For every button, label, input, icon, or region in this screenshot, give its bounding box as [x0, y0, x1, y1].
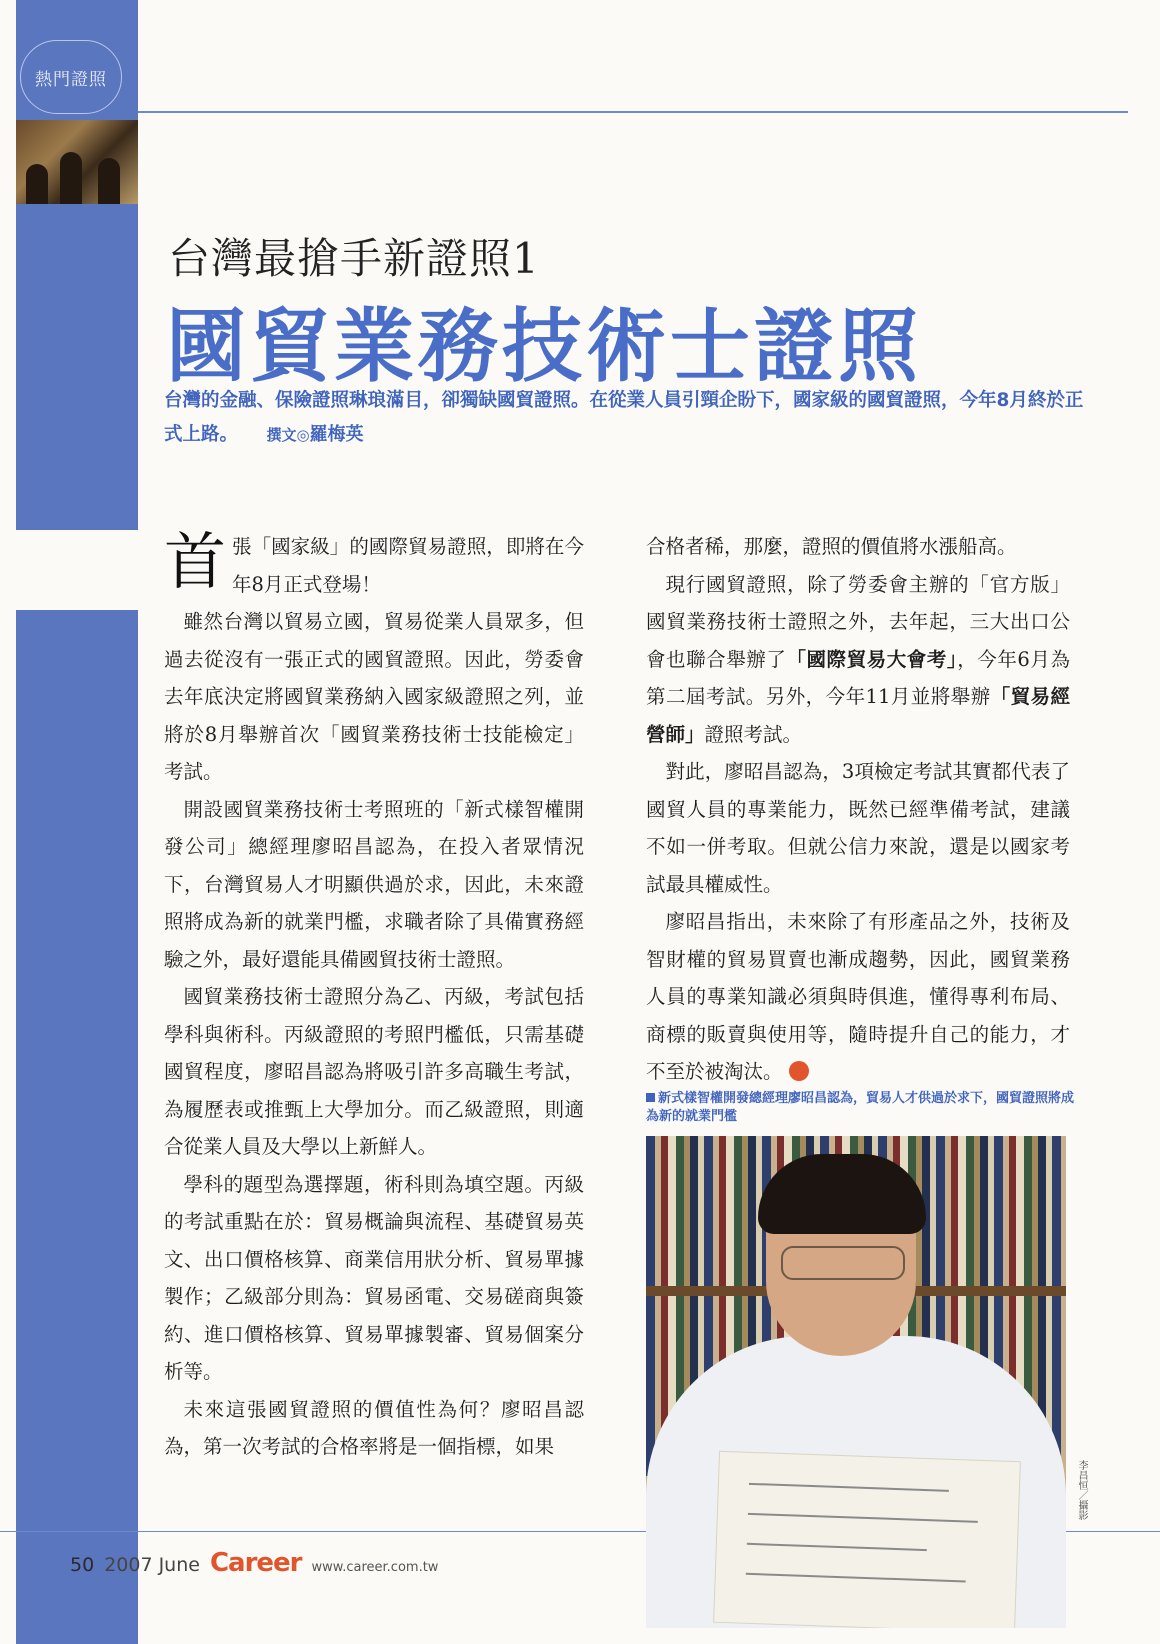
- drop-cap: 首: [164, 525, 227, 598]
- side-color-bar: [16, 0, 138, 1644]
- thumbnail-figure: [60, 152, 82, 204]
- paragraph-text: ，今年6月為第二屆考試。另外，今年11月並將舉辦: [646, 647, 1070, 708]
- article-paragraph: 學科的題型為選擇題，術科則為填空題。丙級的考試重點在於：貿易概論與流程、基礎貿易英文、出口價格核算、商業信用狀分析、貿易單據製作；乙級部分則為：貿易函電、交易磋商與簽約、進口價格核算、貿易單據製審、貿易個案分析等。: [164, 1172, 584, 1383]
- section-badge: 熱門證照: [20, 40, 122, 114]
- issue-date: 2007 June: [104, 1554, 200, 1576]
- article-paragraph: 國貿業務技術士證照分為乙、丙級，考試包括學科與術科。丙級證照的考照門檻低，只需基礎國貿程度，廖昭昌認為將吸引許多高職生考試，為履歷表或推甄上大學加分。而乙級證照，則適合從業人員及大學以上新鮮人。: [164, 985, 584, 1158]
- exam-paper: [713, 1451, 1021, 1628]
- thumbnail-figure: [98, 158, 120, 204]
- article-paragraph: [164, 525, 584, 603]
- paragraph-text: 證照考試。: [704, 722, 803, 746]
- kicker-title: 台灣最搶手新證照1: [168, 234, 540, 283]
- paper-line: [749, 1483, 949, 1492]
- thumbnail-image: [16, 120, 138, 204]
- paragraph-text: 現行國貿證照，除了勞委會主辦的「官方版」國貿業務技術士證照之外，去年起，三大出口公會也聯合舉辦了: [646, 572, 1070, 671]
- article-paragraph: [646, 903, 1070, 1091]
- article-paragraph: 雖然台灣以貿易立國，貿易從業人員眾多，但過去從沒有一張正式的國貿證照。因此，勞委會去年底決定將國貿業務納入國家級證照之列，並將於8月舉辦首次「國貿業務技術士技能檢定」考試。: [164, 610, 584, 783]
- top-rule: [138, 111, 1128, 113]
- side-bar-gap: [16, 530, 138, 610]
- byline: [266, 426, 363, 444]
- magazine-logo: Career: [209, 1548, 302, 1578]
- article-paragraph: [646, 566, 1070, 754]
- paper-line: [748, 1513, 978, 1523]
- article-paragraph: 對此，廖昭昌認為，3項檢定考試其實都代表了國貿人員的專業能力，既然已經準備考試，建議不如一併考取。但就公信力來說，還是以國家考試最具權威性。: [646, 760, 1070, 896]
- article-column-left: [164, 525, 584, 1466]
- bold-exam-name: 「貿易經營師」: [646, 685, 1070, 746]
- paper-line: [747, 1543, 927, 1551]
- bold-exam-name: 「國際貿易大會考」: [786, 647, 958, 671]
- page-footer: [70, 1548, 438, 1578]
- thumbnail-figure: [26, 164, 48, 204]
- byline-name: 羅梅英: [309, 424, 364, 445]
- headline: 國貿業務技術士證照: [166, 300, 922, 393]
- article-paragraph: 未來這張國貿證照的價值性為何？廖昭昌認為，第一次考試的合格率將是一個指標，如果: [164, 1397, 584, 1458]
- byline-label: 撰文◎: [266, 426, 310, 444]
- article-paragraph: 開設國貿業務技術士考照班的「新式樣智權開發公司」總經理廖昭昌認為，在投入者眾情況下，台灣貿易人才明顯供過於求，因此，未來證照將成為新的就業門檻，求職者除了具備實務經驗之外，最好還能具備國貿技術士證照。: [164, 797, 584, 971]
- paragraph-text: 張「國家級」的國際貿易證照，即將在今年8月正式登場！: [232, 535, 584, 596]
- article-paragraph: 合格者稀，那麼，證照的價值將水漲船高。: [646, 535, 1017, 558]
- article-column-right: [646, 528, 1070, 1091]
- paper-line: [746, 1573, 966, 1583]
- deck-text: 台灣的金融、保險證照琳琅滿目，卻獨缺國貿證照。在從業人員引頸企盼下，國家級的國貿證照，今年8月終於正式上路。: [164, 390, 1084, 445]
- deck-paragraph: [164, 384, 1084, 452]
- paragraph-text: 廖昭昌指出，未來除了有形產品之外，技術及智財權的貿易買賣也漸成趨勢，因此，國貿業務人員的專業知識必須與時俱進，懂得專利布局、商標的販賣與使用等，隨時提升自己的能力，才不至於被淘汰。: [646, 910, 1070, 1083]
- portrait-photo: [646, 1136, 1066, 1628]
- glasses-icon: [781, 1246, 905, 1280]
- magazine-url: www.career.com.tw: [311, 1560, 439, 1575]
- end-mark-icon: [789, 1061, 809, 1081]
- photo-caption: [646, 1090, 1078, 1126]
- caption-text: 新式樣智權開發總經理廖昭昌認為，貿易人才供過於求下，國貿證照將成為新的就業門檻: [646, 1091, 1075, 1124]
- page-number: 50: [70, 1554, 95, 1576]
- photo-credit: 李昌恒／攝影: [1076, 1460, 1087, 1520]
- caption-square-icon: [646, 1093, 655, 1102]
